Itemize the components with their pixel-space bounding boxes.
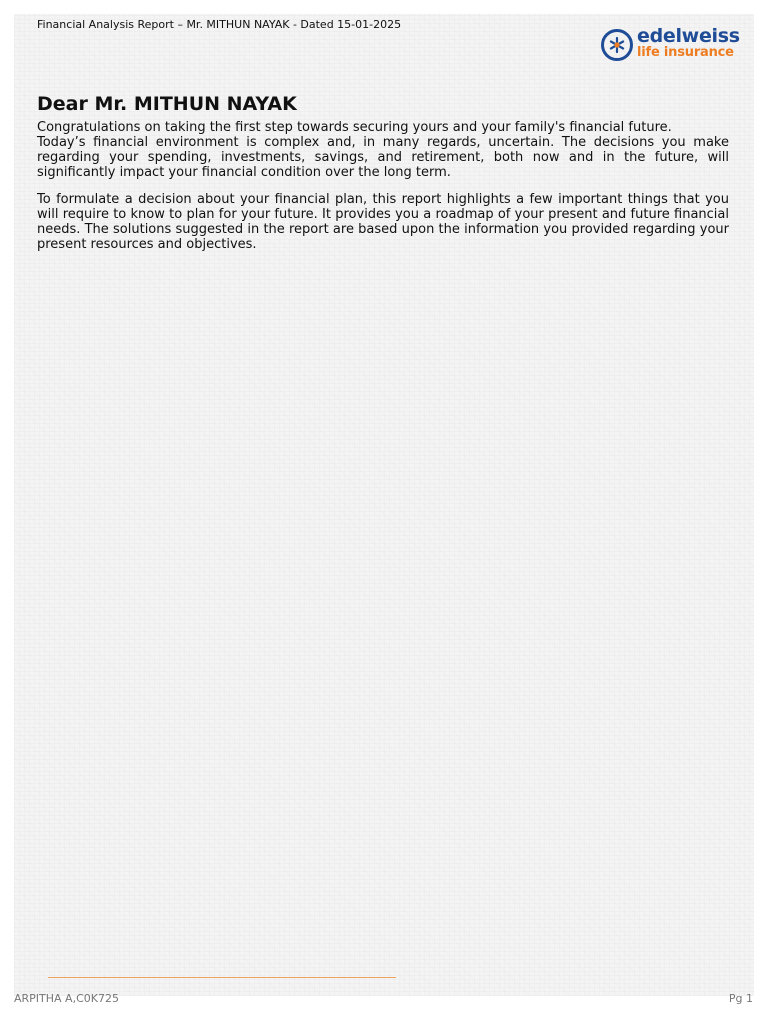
- greeting-heading: Dear Mr. MITHUN NAYAK: [37, 93, 297, 115]
- page-number: Pg 1: [728, 992, 753, 1005]
- paragraph-congratulations: Congratulations on taking the first step towards securing yours and your family's financial future.: [37, 120, 672, 135]
- edelweiss-logo: [600, 26, 750, 66]
- report-header-title: Financial Analysis Report – Mr. MITHUN NAYAK - Dated 15-01-2025: [37, 18, 402, 31]
- paragraph-financial-plan: To formulate a decision about your financial plan, this report highlights a few important things that you will require to know to plan for your future. It provides you a roadmap of your present and future financial needs. The solutions suggested in the report are based upon the information you provided regarding your present resources and objectives.: [37, 192, 729, 252]
- paragraph-environment: Today’s financial environment is complex and, in many regards, uncertain. The decisions you make regarding your spending, investments, savings, and retirement, both now and in the future, will significantly impact your financial condition over the long term.: [37, 135, 729, 180]
- logo-tagline: life insurance: [637, 45, 734, 60]
- edelweiss-flower-icon: [600, 28, 634, 62]
- footer-divider: [48, 977, 396, 978]
- logo-wordmark: edelweiss: [637, 25, 740, 47]
- letter-body: [37, 93, 729, 252]
- footer-advisor-code: ARPITHA A,C0K725: [14, 992, 119, 1005]
